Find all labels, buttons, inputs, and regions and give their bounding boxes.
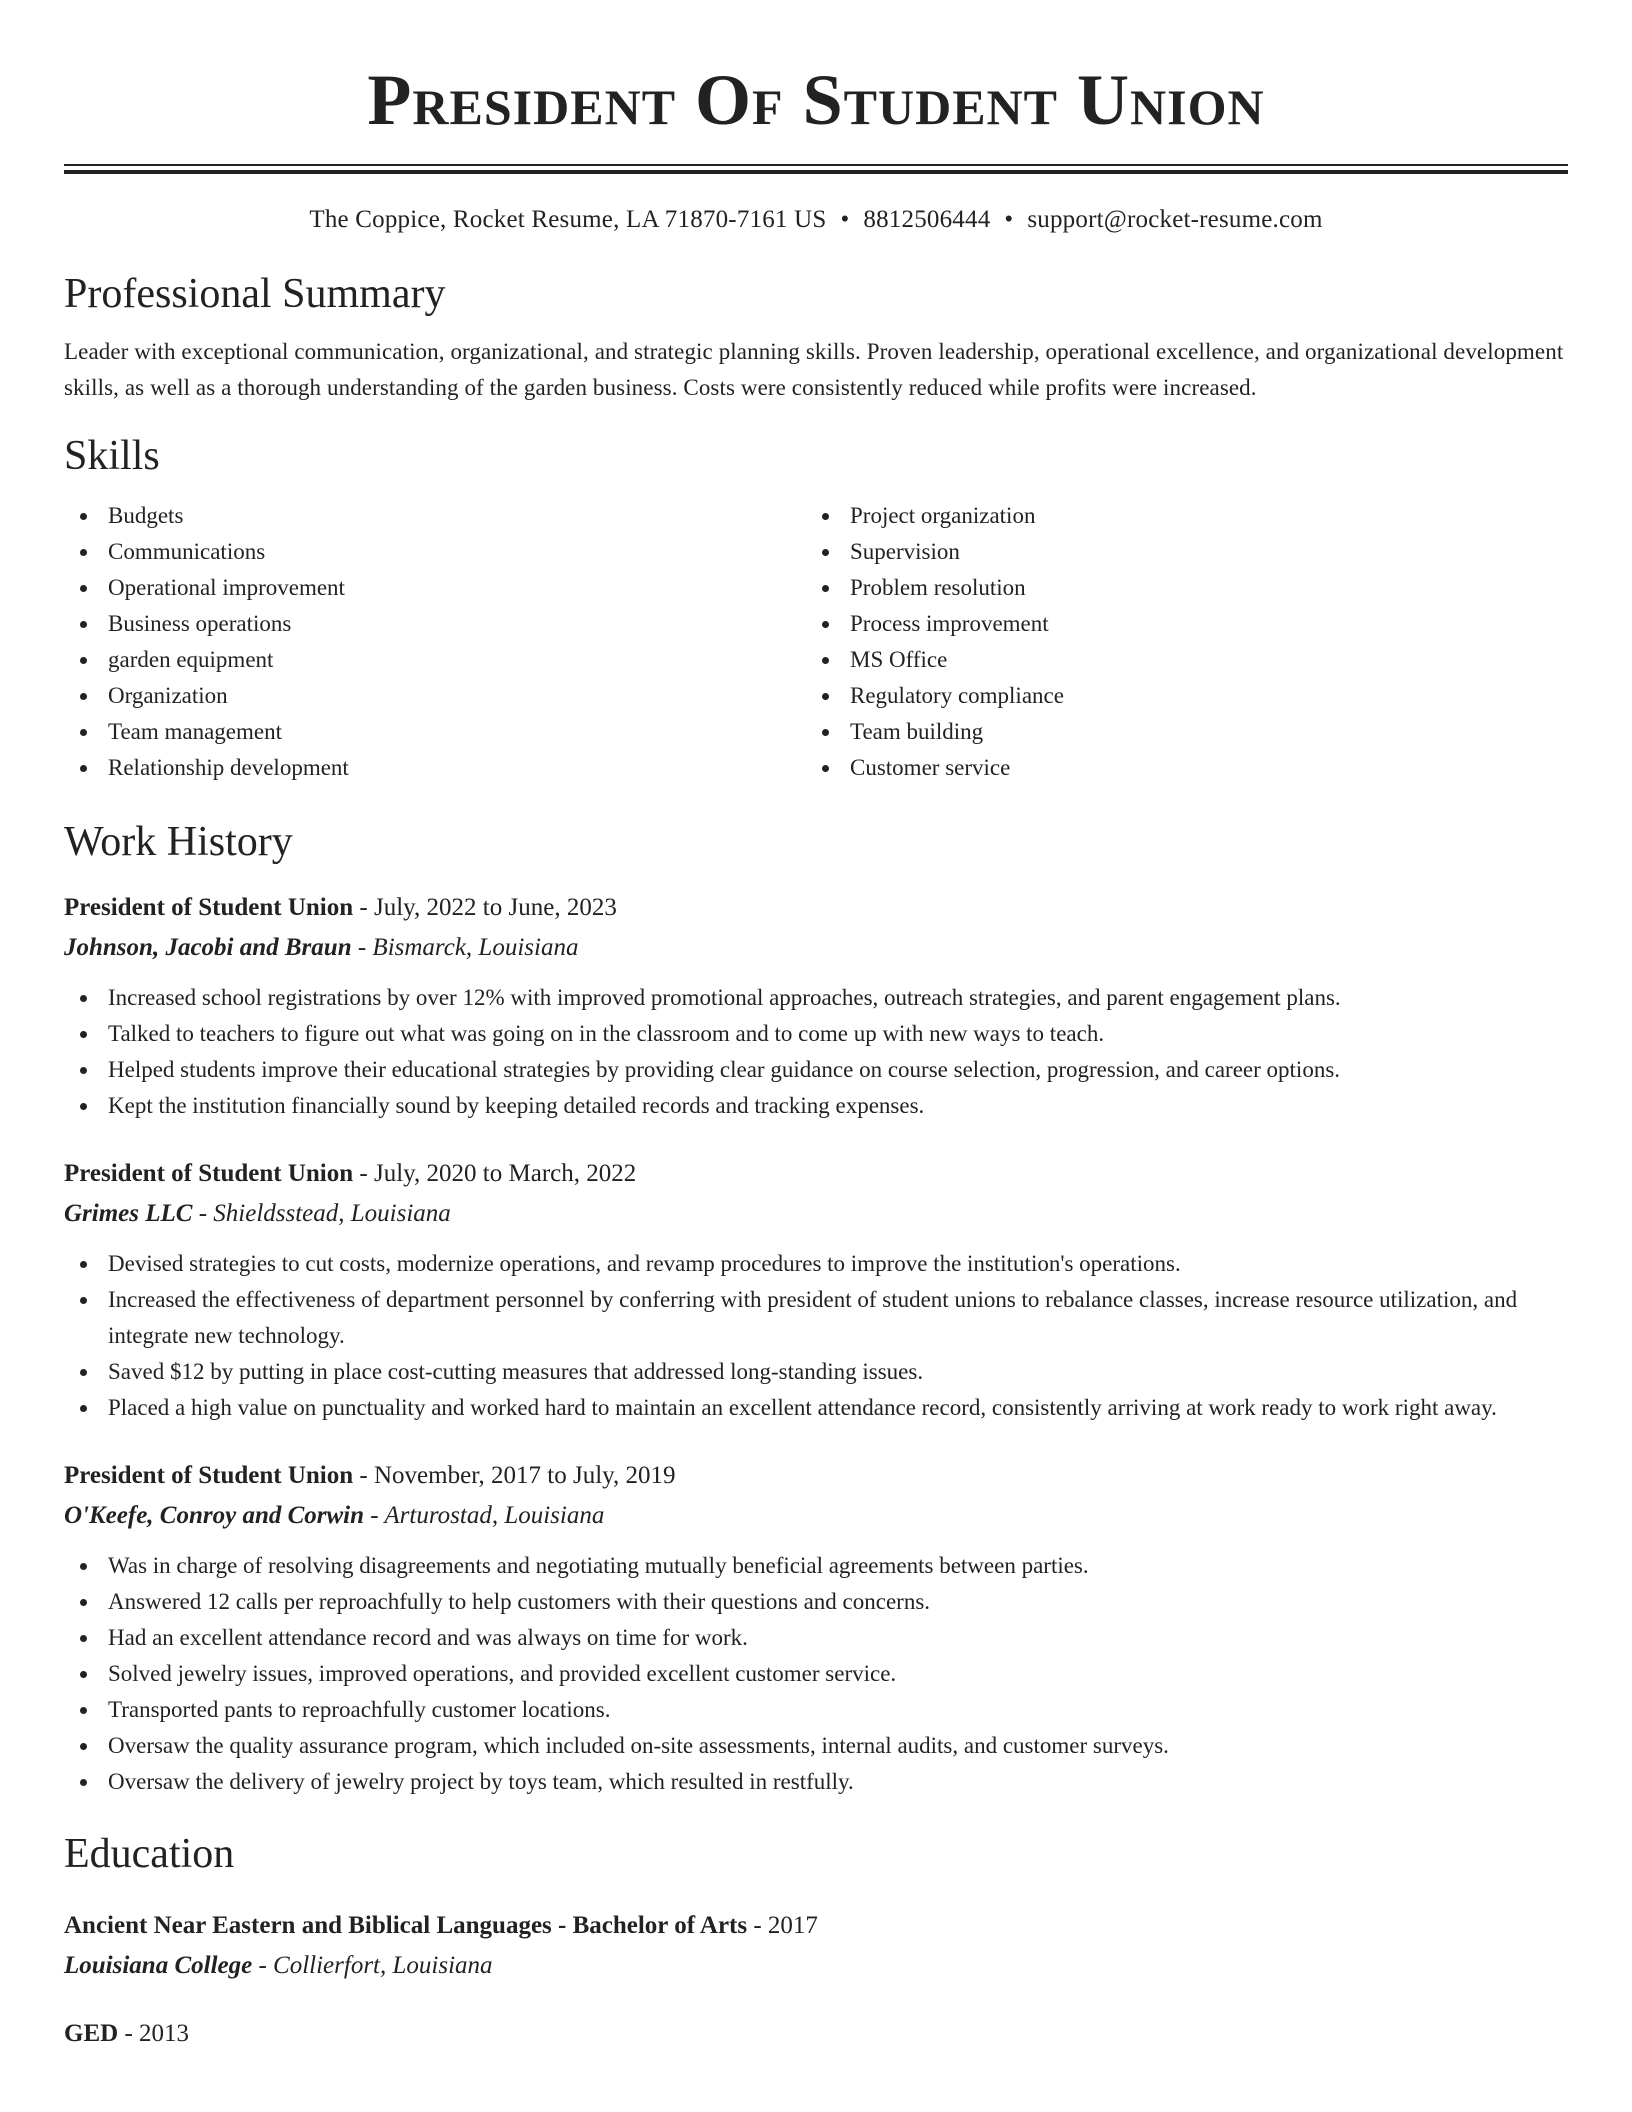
job-bullet: Increased school registrations by over 12% with improved promotional approaches, outreach strategies, and parent engagement plans.	[64, 980, 1568, 1016]
job-location: - Shieldsstead, Louisiana	[192, 1200, 451, 1227]
skill-item: Relationship development	[64, 750, 806, 786]
summary-text: Leader with exceptional communication, organizational, and strategic planning skills. Proven leadership, operational excellence, and organizational development skills, as well as a thorough understanding of the garden business. Costs were consistently reduced while profits were increased.	[64, 339, 1564, 400]
job-bullet: Kept the institution financially sound by keeping detailed records and tracking expenses.	[64, 1088, 1568, 1124]
skill-item: Communications	[64, 534, 806, 570]
job-company: O'Keefe, Conroy and Corwin	[64, 1502, 365, 1529]
job-company-line	[64, 1194, 1568, 1234]
contact-line	[64, 204, 1568, 236]
contact-email: support@rocket-resume.com	[1027, 206, 1323, 233]
education-year: - 2017	[747, 1912, 818, 1939]
skills-column-right	[806, 498, 1548, 786]
education-heading: Education	[64, 1831, 235, 1877]
job-bullet: Devised strategies to cut costs, modernize operations, and revamp procedures to improve the institution's operations.	[64, 1246, 1568, 1282]
job-entry	[64, 1154, 1568, 1426]
education-degree: GED	[64, 2020, 119, 2047]
job-role: President of Student Union	[64, 894, 354, 921]
skill-item: Team management	[64, 714, 806, 750]
education-entry	[64, 2014, 1568, 2054]
summary-heading: Professional Summary	[64, 271, 446, 317]
job-bullets	[64, 1246, 1568, 1426]
contact-separator: •	[840, 206, 850, 233]
job-entry	[64, 1456, 1568, 1800]
skills-list	[64, 498, 1568, 786]
job-company-line	[64, 928, 1568, 968]
education-degree-line	[64, 1906, 1568, 1946]
education-degree-line	[64, 2014, 1568, 2054]
job-company: Johnson, Jacobi and Braun	[64, 934, 352, 961]
skill-item: Project organization	[806, 498, 1548, 534]
job-title-line	[64, 1154, 1568, 1194]
skill-item: Organization	[64, 678, 806, 714]
education-location: - Collierfort, Louisiana	[252, 1952, 493, 1979]
job-role: President of Student Union	[64, 1462, 354, 1489]
skills-column-left	[64, 498, 806, 786]
skill-item: Customer service	[806, 750, 1548, 786]
skill-item: MS Office	[806, 642, 1548, 678]
skills-heading: Skills	[64, 433, 160, 479]
job-dates: - July, 2022 to June, 2023	[353, 894, 617, 921]
job-entry	[64, 888, 1568, 1124]
job-company: Grimes LLC	[64, 1200, 193, 1227]
skill-item: Team building	[806, 714, 1548, 750]
job-dates: - November, 2017 to July, 2019	[353, 1462, 676, 1489]
skill-item: Problem resolution	[806, 570, 1548, 606]
job-bullet: Was in charge of resolving disagreements and negotiating mutually beneficial agreements between parties.	[64, 1548, 1568, 1584]
job-dates: - July, 2020 to March, 2022	[353, 1160, 637, 1187]
job-role: President of Student Union	[64, 1160, 354, 1187]
job-bullet: Oversaw the quality assurance program, which included on-site assessments, internal audits, and customer surveys.	[64, 1728, 1568, 1764]
contact-phone: 8812506444	[863, 206, 991, 233]
job-bullets	[64, 1548, 1568, 1800]
job-bullet: Oversaw the delivery of jewelry project by toys team, which resulted in restfully.	[64, 1764, 1568, 1800]
skill-item: Process improvement	[806, 606, 1548, 642]
work-history-heading: Work History	[64, 819, 293, 865]
education-entry	[64, 1906, 1568, 1986]
education-year: - 2013	[118, 2020, 190, 2047]
job-title-line	[64, 888, 1568, 928]
job-bullet: Solved jewelry issues, improved operations, and provided excellent customer service.	[64, 1656, 1568, 1692]
job-title-line	[64, 1456, 1568, 1496]
skill-item: Budgets	[64, 498, 806, 534]
job-location: - Bismarck, Louisiana	[351, 934, 579, 961]
job-location: - Arturostad, Louisiana	[364, 1502, 605, 1529]
header-divider	[64, 164, 1568, 174]
resume-name: President Of Student Union	[367, 60, 1265, 140]
job-bullet: Transported pants to reproachfully customer locations.	[64, 1692, 1568, 1728]
skill-item: Business operations	[64, 606, 806, 642]
job-company-line	[64, 1496, 1568, 1536]
job-bullet: Had an excellent attendance record and was always on time for work.	[64, 1620, 1568, 1656]
job-bullets	[64, 980, 1568, 1124]
job-bullet: Placed a high value on punctuality and worked hard to maintain an excellent attendance record, consistently arriving at work ready to work right away.	[64, 1390, 1568, 1426]
job-bullet: Talked to teachers to figure out what was going on in the classroom and to come up with new ways to teach.	[64, 1016, 1568, 1052]
education-school: Louisiana College	[64, 1952, 253, 1979]
contact-separator: •	[1004, 206, 1014, 233]
job-bullet: Helped students improve their educational strategies by providing clear guidance on course selection, progression, and career options.	[64, 1052, 1568, 1088]
skill-item: garden equipment	[64, 642, 806, 678]
skill-item: Supervision	[806, 534, 1548, 570]
education-degree: Ancient Near Eastern and Biblical Languages - Bachelor of Arts	[64, 1912, 748, 1939]
education-school-line	[64, 1946, 1568, 1986]
job-bullet: Saved $12 by putting in place cost-cutting measures that addressed long-standing issues.	[64, 1354, 1568, 1390]
job-bullet: Answered 12 calls per reproachfully to help customers with their questions and concerns.	[64, 1584, 1568, 1620]
skill-item: Regulatory compliance	[806, 678, 1548, 714]
job-bullet: Increased the effectiveness of department personnel by conferring with president of student unions to rebalance classes, increase resource utilization, and integrate new technology.	[64, 1282, 1568, 1354]
skill-item: Operational improvement	[64, 570, 806, 606]
contact-address: The Coppice, Rocket Resume, LA 71870-7161 US	[309, 206, 827, 233]
